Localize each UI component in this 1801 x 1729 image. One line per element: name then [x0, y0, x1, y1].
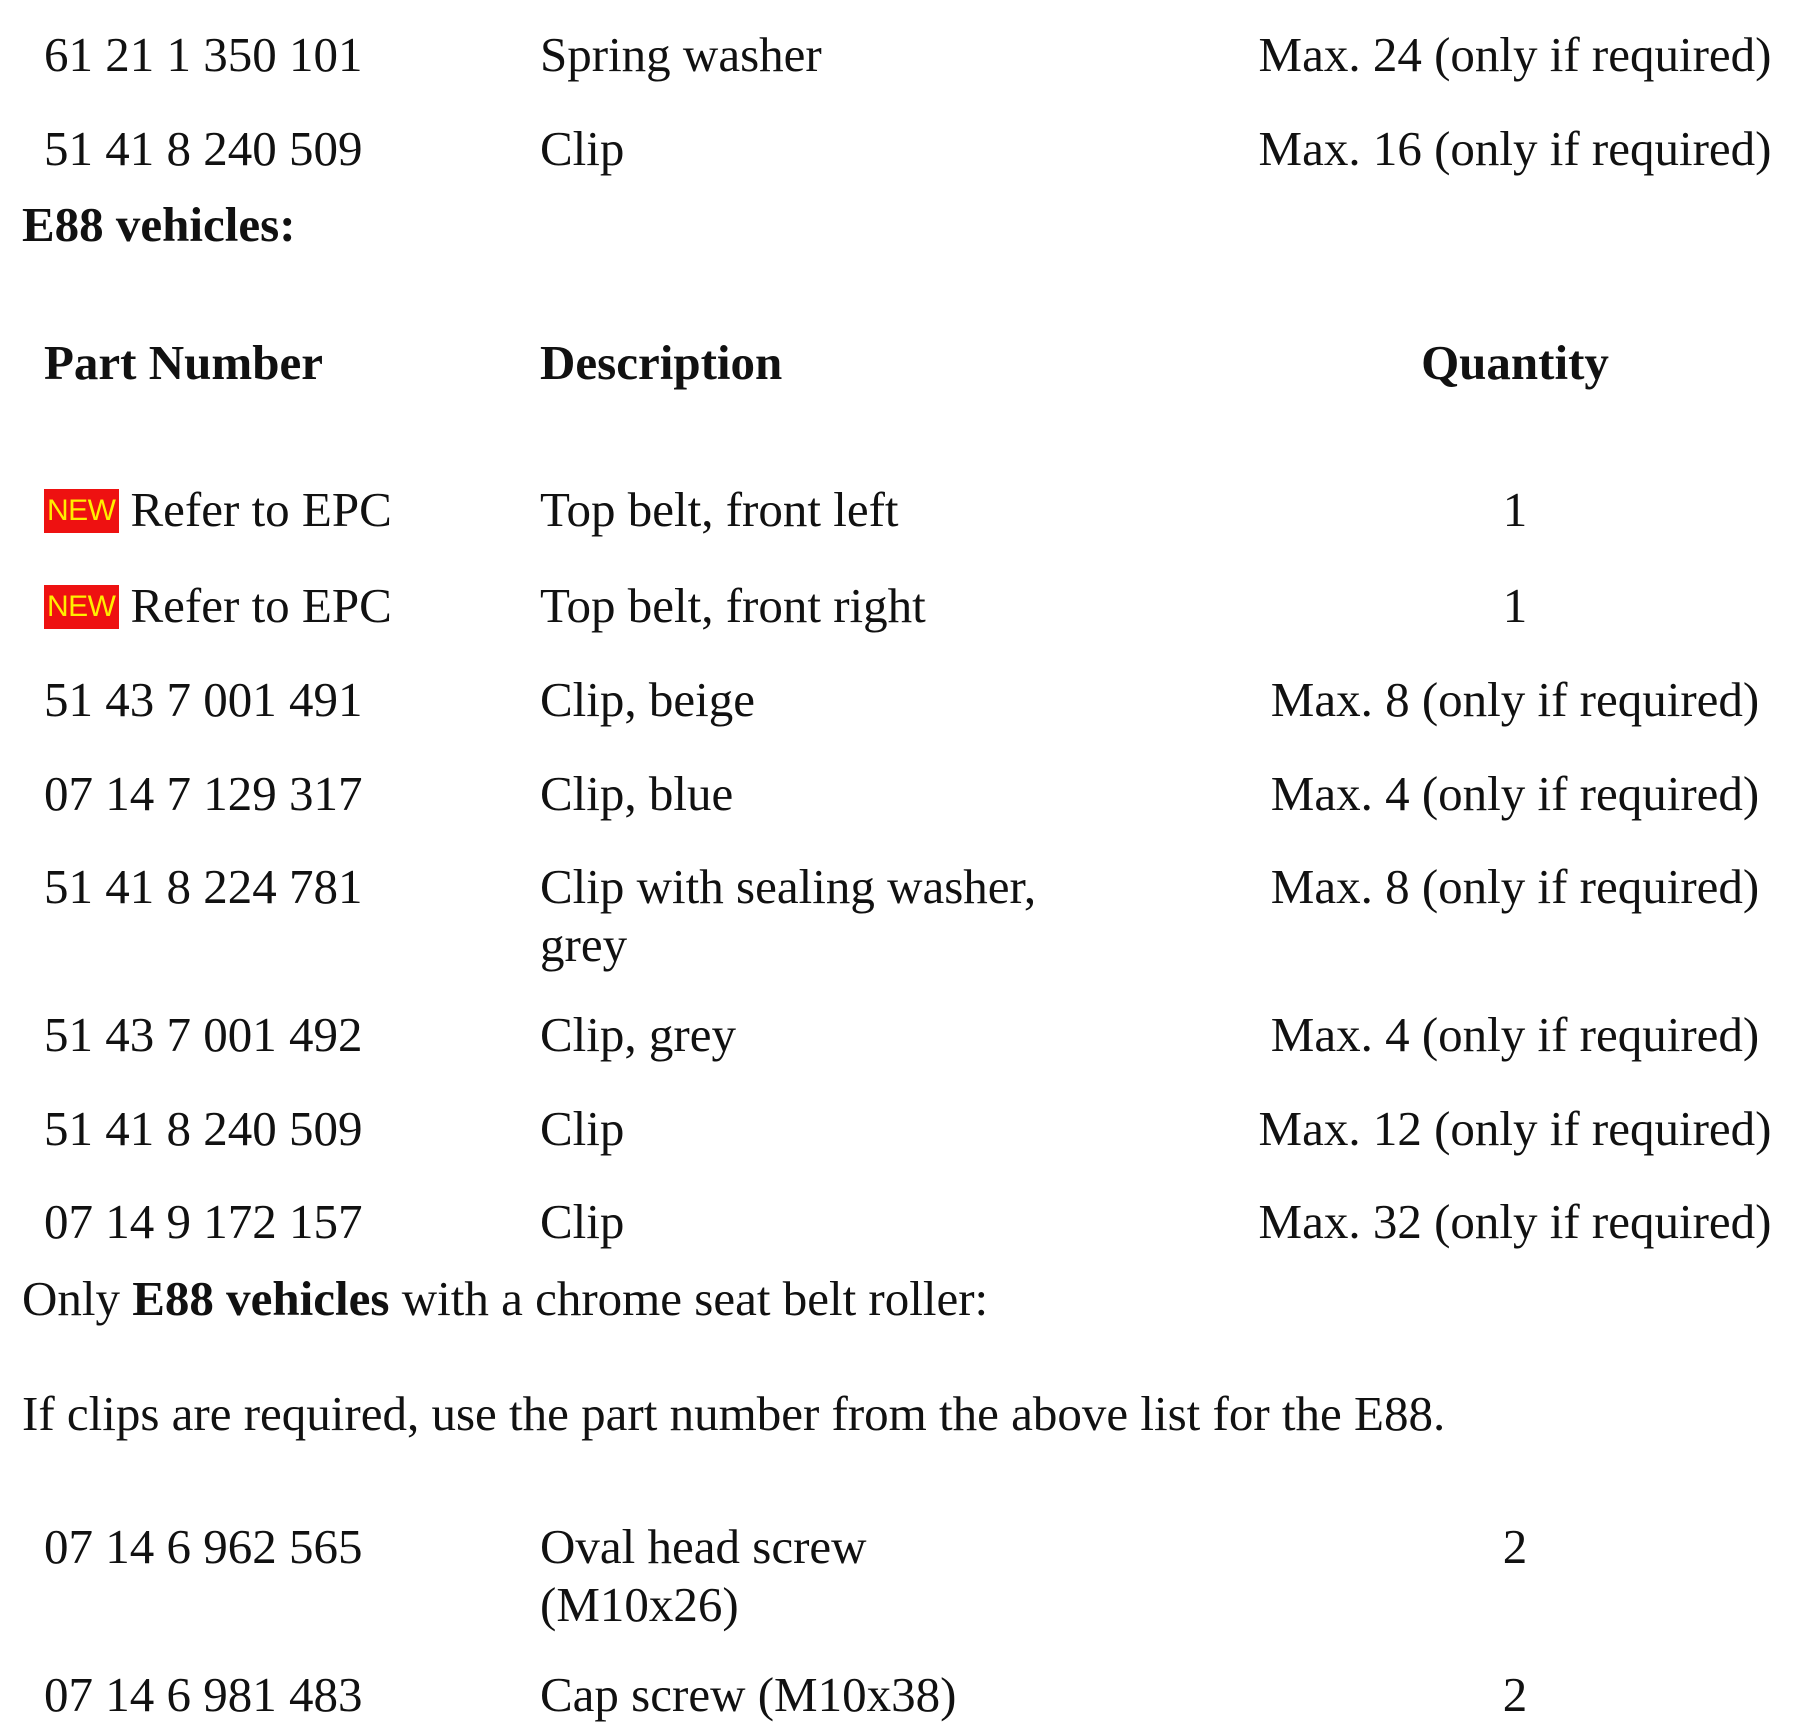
part-number: 51 41 8 240 509 — [44, 121, 363, 176]
part-number: 51 43 7 001 492 — [44, 1007, 363, 1062]
part-number-cell — [44, 481, 392, 539]
part-number: 51 41 8 224 781 — [44, 859, 363, 914]
part-number: 07 14 6 981 483 — [44, 1667, 363, 1722]
part-description: Clip, beige — [540, 672, 756, 727]
part-quantity: 1 — [1502, 482, 1528, 537]
part-description: Clip, blue — [540, 766, 734, 821]
part-quantity: 2 — [1502, 1667, 1528, 1722]
part-description: Spring washer — [540, 27, 822, 82]
part-description: Clip — [540, 1101, 625, 1156]
part-description: Clip with sealing washer, grey — [540, 859, 1037, 972]
chrome-note-prefix: Only — [22, 1271, 133, 1326]
part-quantity: 2 — [1502, 1519, 1528, 1574]
part-quantity: Max. 24 (only if required) — [1258, 27, 1772, 82]
header-description: Description — [540, 335, 783, 390]
part-number: 07 14 6 962 565 — [44, 1519, 363, 1574]
chrome-note — [22, 1270, 988, 1328]
part-description: Top belt, front left — [540, 482, 899, 537]
part-number: Refer to EPC — [130, 578, 392, 633]
part-quantity: Max. 4 (only if required) — [1270, 766, 1760, 821]
part-number: 61 21 1 350 101 — [44, 27, 363, 82]
header-quantity: Quantity — [1421, 335, 1609, 390]
part-quantity: Max. 8 (only if required) — [1270, 672, 1760, 727]
part-number: 07 14 9 172 157 — [44, 1194, 363, 1249]
header-part-number: Part Number — [44, 335, 323, 390]
chrome-note-suffix: with a chrome seat belt roller: — [389, 1271, 989, 1326]
part-number: 51 43 7 001 491 — [44, 672, 363, 727]
part-quantity: Max. 4 (only if required) — [1270, 1007, 1760, 1062]
part-description: Oval head screw (M10x26) — [540, 1519, 867, 1632]
part-quantity: Max. 16 (only if required) — [1258, 121, 1772, 176]
part-description: Clip, grey — [540, 1007, 736, 1062]
part-number-cell — [44, 577, 392, 635]
new-badge-icon: NEW — [44, 585, 119, 629]
part-quantity: Max. 8 (only if required) — [1270, 859, 1760, 914]
part-description: Top belt, front right — [540, 578, 926, 633]
part-quantity: Max. 32 (only if required) — [1258, 1194, 1772, 1249]
part-quantity: 1 — [1502, 578, 1528, 633]
part-number: 07 14 7 129 317 — [44, 766, 363, 821]
part-number: 51 41 8 240 509 — [44, 1101, 363, 1156]
part-description: Clip — [540, 1194, 625, 1249]
part-number: Refer to EPC — [130, 482, 392, 537]
part-description: Cap screw (M10x38) — [540, 1667, 957, 1722]
new-badge-icon: NEW — [44, 489, 119, 533]
part-description: Clip — [540, 121, 625, 176]
chrome-note-bold: E88 vehicles — [132, 1271, 390, 1326]
part-quantity: Max. 12 (only if required) — [1258, 1101, 1772, 1156]
clips-note: If clips are required, use the part number from the above list for the E88. — [22, 1386, 1446, 1441]
section-heading-e88: E88 vehicles: — [22, 197, 296, 252]
